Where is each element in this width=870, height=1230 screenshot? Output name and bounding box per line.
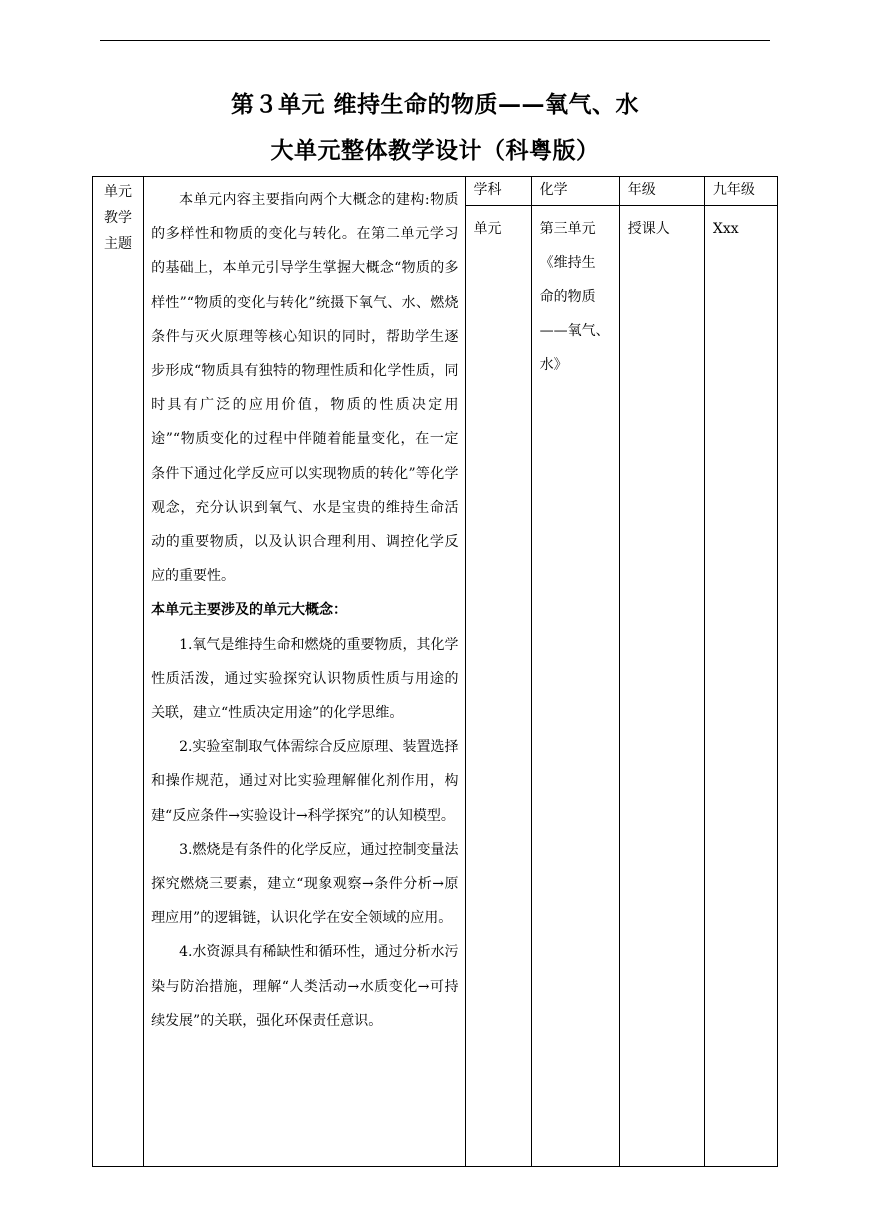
concept-item: 1.氧气是维持生命和燃烧的重要物质，其化学性质活泼，通过实验探究认识物质性质与用途的关联，建立“性质决定用途”的化学思维。 [151,636,459,722]
concept-item: 2.实验室制取气体需综合反应原理、装置选择和操作规范，通过对比实验理解催化剂作用，构建“反应条件→实验设计→科学探究”的认知模型。 [151,739,459,824]
header-rule [100,40,770,41]
grade-label: 年级 [619,177,704,206]
grade-value: 九年级 [704,177,777,206]
label-line: 主题 [104,236,133,252]
concepts-heading: 本单元主要涉及的单元大概念： [151,602,348,619]
concept-item: 4.水资源具有稀缺性和循环性，通过分析水污染与防治措施，理解“人类活动→水质变化→可持续发展”的关联，强化环保责任意识。 [151,944,459,1029]
document-title: 第３单元 维持生命的物质——氧气、水 [230,91,639,118]
teacher-value-text: Xxx [712,221,739,237]
lesson-design-table [92,176,778,1167]
unit-value [531,206,619,1167]
concept-item: 3.燃烧是有条件的化学反应，通过控制变量法探究燃烧三要素，建立“现象观察→条件分析→原理应用”的逻辑链，认识化学在安全领域的应用。 [151,841,459,927]
label-line: 教学 [104,210,133,226]
unit-theme-content [144,177,465,1167]
unit-theme-label [93,177,144,1167]
subject-label: 学科 [465,177,531,206]
unit-label-text: 单元 [473,221,502,237]
intro-paragraph: 本单元内容主要指向两个大概念的建构:物质的多样性和物质的变化与转化。在第二单元学习的基础上，本单元引导学生掌握大概念“物质的多样性”“物质的变化与转化”统摄下氧气、水、燃烧条件与灭火原理等核心知识的同时，帮助学生逐步形成“物质具有独特的物理性质和化学性质，同时具有广泛的应用价值，物质的性质决定用途”“物质变化的过程中伴随着能量变化，在一定条件下通过化学反应可以实现物质的转化”等化学观念，充分认识到氧气、水是宝贵的维持生命活动的重要物质，以及认识合理利用、调控化学反应的重要性。 [151,192,459,585]
unit-value-line: 水》 [539,357,568,373]
unit-value-line: 命的物质 [539,289,596,305]
label-line: 单元 [104,184,133,200]
teacher-label-text: 授课人 [627,221,670,237]
unit-value-line: 第三单元 [539,221,596,237]
document-subtitle: 大单元整体教学设计（科粤版） [270,137,600,164]
unit-label [465,206,531,1167]
subject-value: 化学 [531,177,619,206]
unit-value-line: ——氧气、 [539,323,610,339]
unit-value-line: 《维持生 [539,255,596,271]
teacher-label [619,206,704,1167]
teacher-value [704,206,777,1167]
